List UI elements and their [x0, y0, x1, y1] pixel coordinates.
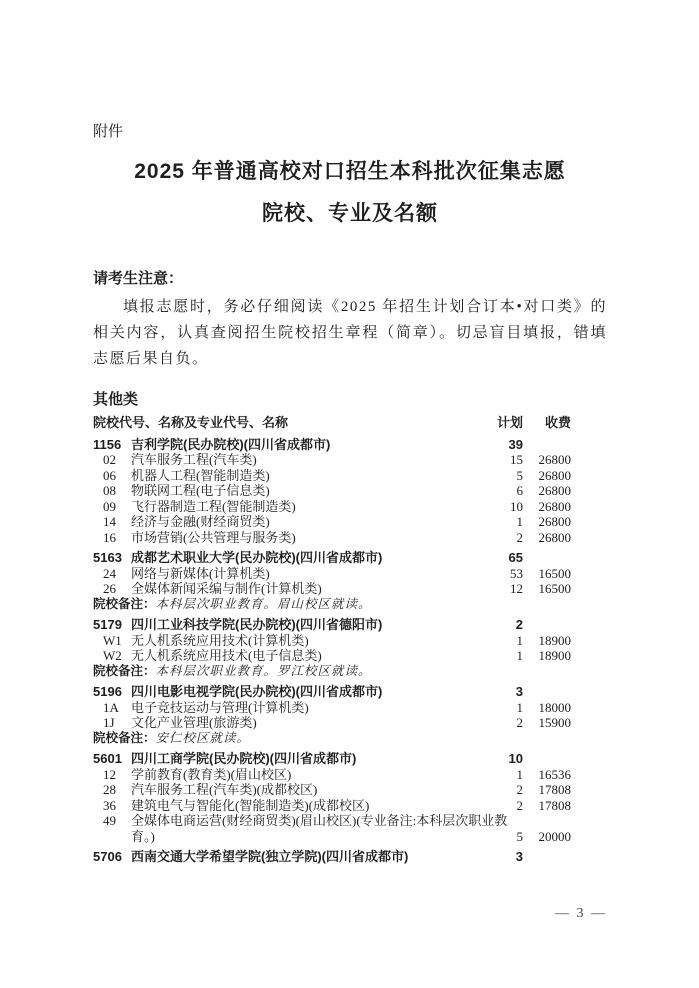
row-plan-count: 6 — [516, 483, 523, 498]
row-name: 汽车服务工程(汽车类)(成都校区) — [131, 782, 318, 797]
table-row-major — [93, 468, 571, 484]
table-row-major — [93, 798, 571, 814]
row-code: W2 — [103, 648, 122, 663]
row-fee: 17808 — [538, 782, 571, 797]
row-name: 市场营销(公共管理与服务类) — [131, 529, 296, 545]
row-fee: 26800 — [538, 452, 571, 467]
row-name: 文化产业管理(旅游类) — [131, 715, 257, 730]
row-code: 1156 — [93, 436, 122, 452]
row-code: 1A — [103, 699, 119, 715]
row-plan-count: 2 — [516, 797, 523, 813]
row-code: 5179 — [93, 617, 122, 632]
row-code: 5601 — [93, 751, 122, 766]
row-name: 飞行器制造工程(智能制造类) — [131, 498, 296, 514]
table-row-major — [93, 633, 571, 649]
table-row-major — [93, 648, 571, 664]
table-row-school — [93, 550, 571, 566]
row-code: 09 — [103, 498, 116, 514]
row-name: 西南交通大学希望学院(独立学院)(四川省成都市) — [131, 849, 409, 864]
note-label: 院校备注： — [93, 663, 156, 678]
table-row-major — [93, 581, 571, 597]
row-plan-count: 5 — [516, 467, 523, 483]
table-row-major — [93, 514, 571, 530]
table-header-row — [93, 415, 571, 431]
row-code: 26 — [103, 581, 116, 596]
row-plan-count: 15 — [510, 452, 523, 467]
table-row-school — [93, 849, 571, 865]
table-row-major — [93, 499, 571, 515]
table-row-major — [93, 566, 571, 582]
row-code: 5196 — [93, 684, 122, 699]
row-plan-count: 39 — [508, 436, 523, 452]
row-name: 汽车服务工程(汽车类) — [131, 452, 257, 467]
plan-table — [93, 415, 571, 865]
table-row-major — [93, 715, 571, 731]
row-code: 36 — [103, 797, 116, 813]
row-fee: 26800 — [538, 467, 571, 483]
column-header-name: 院校代号、名称及专业代号、名称 — [93, 415, 289, 430]
document-title-line2: 院校、专业及名额 — [262, 202, 438, 225]
row-code: 24 — [103, 565, 116, 581]
row-name: 成都艺术职业大学(民办院校)(四川省成都市) — [131, 550, 383, 565]
row-fee: 17808 — [538, 797, 571, 813]
row-name: 全媒体电商运营(财经商贸类)(眉山校区)(专业备注:本科层次职业教育。) — [131, 813, 508, 844]
table-row-major — [93, 700, 571, 716]
row-plan-count: 65 — [508, 550, 523, 565]
note-text: 安仁校区就读。 — [155, 730, 251, 745]
notice-body: 填报志愿时，务必仔细阅读《2025 年招生计划合订本•对口类》的相关内容，认真查阅招生院校招生章程（简章）。切忌盲目填报，错填志愿后果自负。 — [93, 299, 607, 367]
row-plan-count: 3 — [515, 684, 523, 699]
row-name: 经济与金融(财经商贸类) — [131, 514, 270, 529]
table-row-major — [93, 767, 571, 783]
row-code: 1J — [103, 715, 115, 730]
row-name: 机器人工程(智能制造类) — [131, 467, 270, 483]
row-fee: 18900 — [538, 632, 571, 648]
row-plan-count: 10 — [510, 498, 523, 514]
row-name: 吉利学院(民办院校)(四川省成都市) — [131, 436, 331, 452]
row-name: 电子竞技运动与管理(计算机类) — [131, 699, 309, 715]
row-fee: 16536 — [538, 766, 571, 782]
row-code: 49 — [103, 813, 116, 828]
category-heading: 其他类 — [93, 391, 139, 408]
row-plan-count: 53 — [510, 565, 523, 581]
row-code: 12 — [103, 766, 116, 782]
row-plan-count: 10 — [508, 751, 523, 766]
row-name: 网络与新媒体(计算机类) — [131, 565, 270, 581]
row-plan-count: 1 — [516, 632, 523, 648]
row-plan-count: 3 — [515, 849, 523, 864]
table-row-major — [93, 782, 571, 798]
column-header-fee: 收费 — [544, 415, 571, 430]
table-row-note — [93, 731, 571, 747]
note-label: 院校备注： — [93, 730, 156, 745]
table-row-major — [93, 483, 571, 499]
row-code: 28 — [103, 782, 116, 797]
note-label: 院校备注： — [93, 596, 156, 611]
notice-heading: 请考生注意： — [93, 271, 184, 287]
document-title — [93, 151, 607, 235]
table-row-note — [93, 664, 571, 680]
row-code: 16 — [103, 529, 116, 545]
table-row-note — [93, 597, 571, 613]
row-fee: 18900 — [538, 648, 571, 663]
row-name: 物联网工程(电子信息类) — [131, 483, 270, 498]
row-fee: 26800 — [538, 498, 571, 514]
row-fee: 16500 — [538, 565, 571, 581]
table-row-school — [93, 437, 571, 453]
table-row-school — [93, 684, 571, 700]
table-row-school — [93, 617, 571, 633]
row-name: 学前教育(教育类)(眉山校区) — [131, 766, 292, 782]
row-plan-count: 2 — [516, 715, 523, 730]
row-code: W1 — [103, 632, 122, 648]
table-rows — [93, 437, 571, 865]
row-fee: 18000 — [538, 699, 571, 715]
row-fee: 15900 — [538, 715, 571, 730]
table-row-school — [93, 751, 571, 767]
note-text: 本科层次职业教育。眉山校区就读。 — [155, 596, 372, 611]
column-header-plan: 计划 — [496, 415, 523, 430]
row-name: 建筑电气与智能化(智能制造类)(成都校区) — [131, 797, 370, 813]
table-row-major — [93, 813, 571, 844]
row-fee: 20000 — [538, 828, 571, 844]
row-code: 08 — [103, 483, 116, 498]
page-number: — 3 — — [555, 906, 607, 921]
row-code: 02 — [103, 452, 116, 467]
document-title-line1: 2025 年普通高校对口招生本科批次征集志愿 — [134, 160, 566, 183]
row-name: 四川电影电视学院(民办院校)(四川省成都市) — [131, 684, 383, 699]
row-name: 无人机系统应用技术(电子信息类) — [131, 648, 322, 663]
row-fee: 26800 — [538, 483, 571, 498]
row-plan-count: 12 — [510, 581, 523, 596]
attachment-label: 附件 — [93, 123, 124, 140]
row-plan-count: 1 — [516, 766, 523, 782]
row-name: 四川工业科技学院(民办院校)(四川省德阳市) — [131, 617, 383, 632]
row-name: 无人机系统应用技术(计算机类) — [131, 632, 309, 648]
row-fee: 26800 — [538, 514, 571, 529]
row-code: 06 — [103, 467, 116, 483]
row-plan-count: 2 — [516, 529, 523, 545]
row-plan-count: 1 — [516, 699, 523, 715]
row-plan-count: 5 — [516, 828, 523, 844]
row-code: 5706 — [93, 849, 122, 864]
row-name: 四川工商学院(民办院校)(四川省成都市) — [131, 751, 357, 766]
row-fee: 16500 — [538, 581, 571, 596]
row-plan-count: 2 — [516, 782, 523, 797]
note-text: 本科层次职业教育。罗江校区就读。 — [155, 663, 372, 678]
row-plan-count: 1 — [516, 648, 523, 663]
row-name: 全媒体新闻采编与制作(计算机类) — [131, 581, 322, 596]
row-plan-count: 1 — [516, 514, 523, 529]
table-row-major — [93, 452, 571, 468]
table-row-major — [93, 530, 571, 546]
row-code: 5163 — [93, 550, 122, 565]
row-plan-count: 2 — [515, 617, 523, 632]
row-fee: 26800 — [538, 529, 571, 545]
row-code: 14 — [103, 514, 116, 529]
